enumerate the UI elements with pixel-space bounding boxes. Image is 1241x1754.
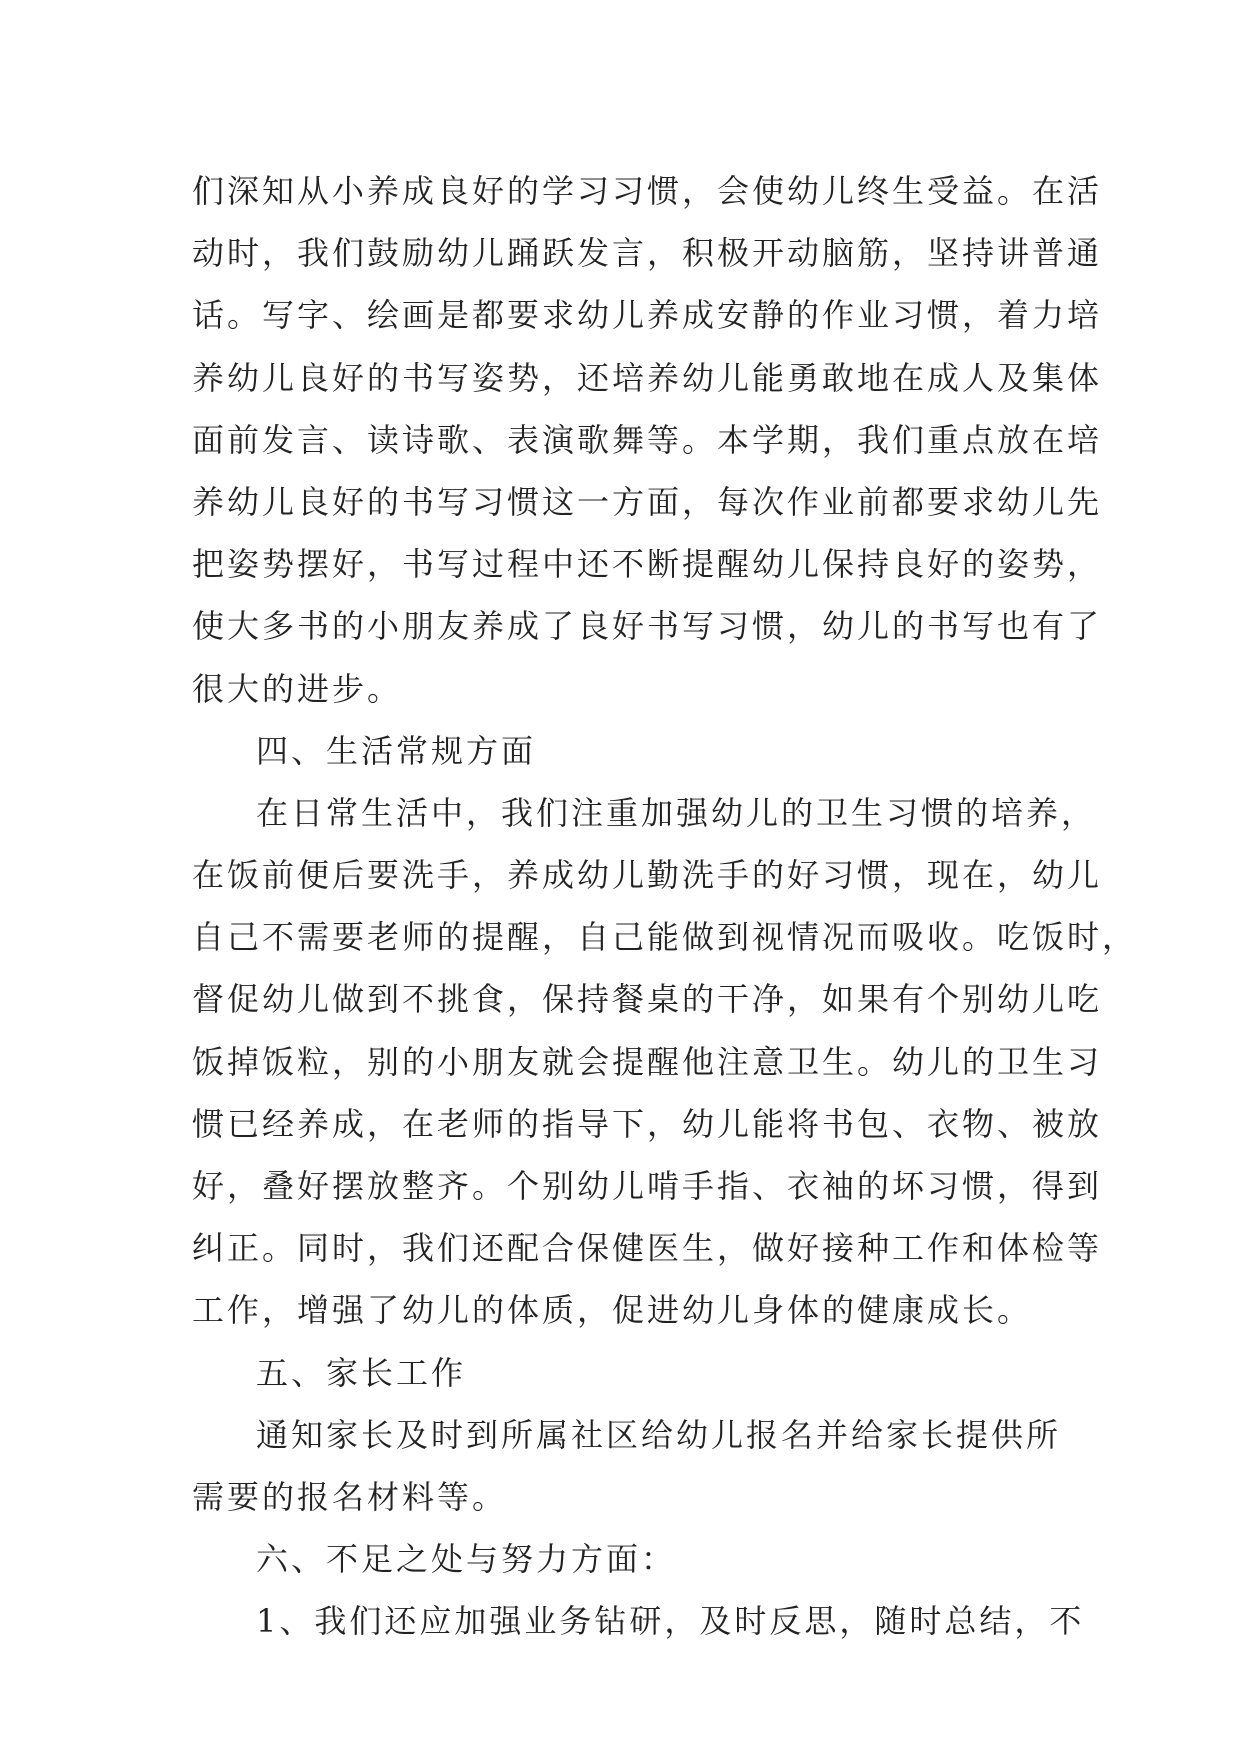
- text-line: 惯已经养成，在老师的指导下，幼儿能将书包、衣物、被放: [192, 1104, 1103, 1143]
- text-line: 养幼儿良好的书写姿势，还培养幼儿能勇敢地在成人及集体: [192, 358, 1103, 397]
- text-line: 话。写字、绘画是都要求幼儿养成安静的作业习惯，着力培: [192, 296, 1103, 335]
- text-line: 纠正。同时，我们还配合保健医生，做好接种工作和体检等: [192, 1229, 1103, 1268]
- list-item: 1、我们还应加强业务钻研，及时反思，随时总结，不: [256, 1602, 1085, 1641]
- text-line: 好，叠好摆放整齐。个别幼儿啃手指、衣袖的坏习惯，得到: [192, 1167, 1103, 1205]
- document-body: [192, 160, 1138, 1653]
- text-line: 自己不需要老师的提醒，自己能做到视情况而吸收。吃饭时，: [192, 918, 1138, 957]
- section-heading: 六、不足之处与努力方面：: [256, 1540, 677, 1579]
- text-line: 把姿势摆好，书写过程中还不断提醒幼儿保持良好的姿势，: [192, 545, 1103, 584]
- text-line: 饭掉饭粒，别的小朋友就会提醒他注意卫生。幼儿的卫生习: [192, 1042, 1103, 1081]
- text-line: 很大的进步。: [192, 669, 403, 708]
- text-line: 督促幼儿做到不挑食，保持餐桌的干净，如果有个别幼儿吃: [192, 980, 1103, 1019]
- text-line: 养幼儿良好的书写习惯这一方面，每次作业前都要求幼儿先: [192, 482, 1103, 521]
- text-line: 动时，我们鼓励幼儿踊跃发言，积极开动脑筋，坚持讲普通: [192, 234, 1103, 273]
- paragraph-first-line: 通知家长及时到所属社区给幼儿报名并给家长提供所: [256, 1415, 1062, 1454]
- section-heading: 四、生活常规方面: [256, 731, 537, 770]
- text-line: 在饭前便后要洗手，养成幼儿勤洗手的好习惯，现在，幼儿: [192, 856, 1103, 895]
- paragraph-first-line: 在日常生活中，我们注重加强幼儿的卫生习惯的培养，: [256, 793, 1097, 832]
- text-line: 面前发言、读诗歌、表演歌舞等。本学期，我们重点放在培: [192, 420, 1103, 459]
- text-line: 需要的报名材料等。: [192, 1477, 508, 1516]
- text-line: 使大多书的小朋友养成了良好书写习惯，幼儿的书写也有了: [192, 607, 1103, 646]
- text-line: 工作，增强了幼儿的体质，促进幼儿身体的健康成长。: [192, 1291, 1033, 1330]
- section-heading: 五、家长工作: [256, 1353, 467, 1392]
- text-line: 们深知从小养成良好的学习习惯，会使幼儿终生受益。在活: [192, 172, 1103, 210]
